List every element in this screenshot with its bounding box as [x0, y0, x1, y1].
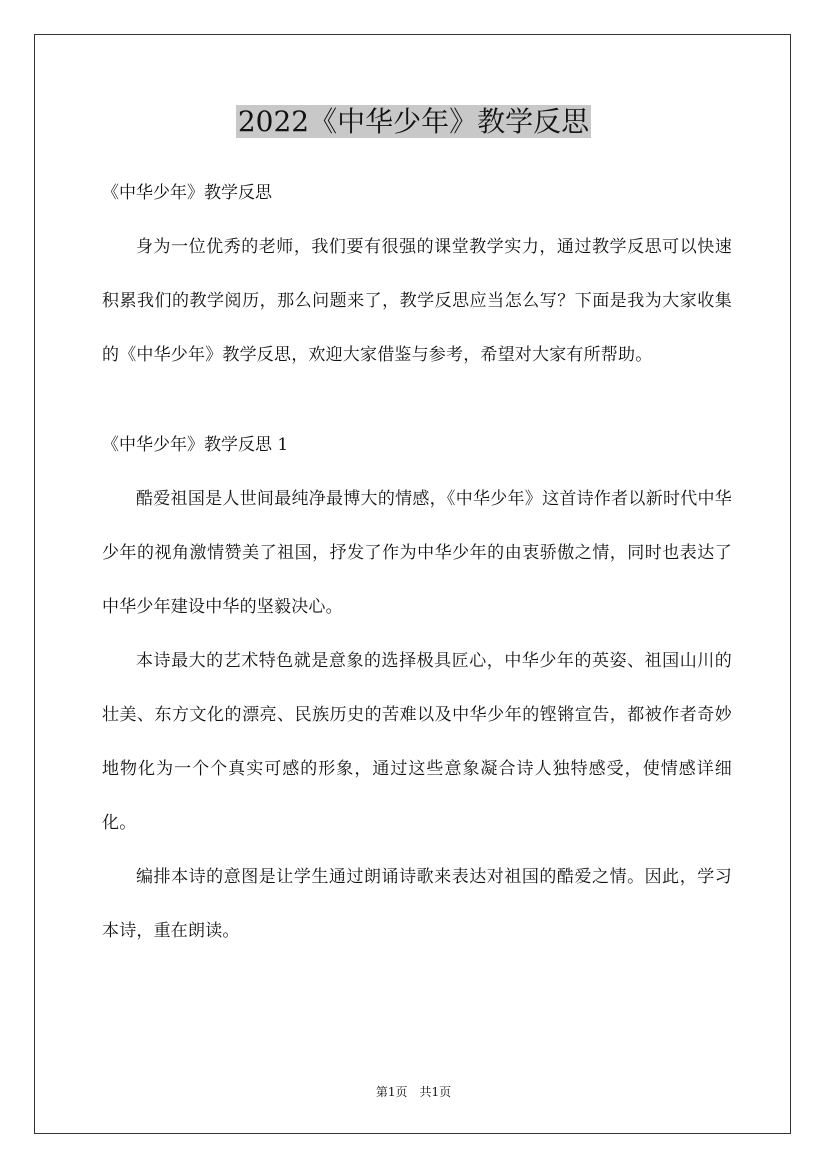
- section-block: [102, 472, 732, 958]
- section-spacer: [102, 382, 732, 428]
- section-paragraph-3: 编排本诗的意图是让学生通过朗诵诗歌来表达对祖国的酷爱之情。因此，学习本诗，重在朗读。: [102, 867, 732, 941]
- section-paragraph-1: 酷爱祖国是人世间最纯净最博大的情感，《中华少年》这首诗作者以新时代中华少年的视角激情赞美了祖国，抒发了作为中华少年的由衷骄傲之情，同时也表达了中华少年建设中华的坚毅决心。: [102, 489, 732, 617]
- document-title: [0, 100, 827, 144]
- intro-heading: 《中华少年》教学反思: [102, 183, 272, 203]
- section-paragraph-2: 本诗最大的艺术特色就是意象的选择极具匠心，中华少年的英姿、祖国山川的壮美、东方文化的漂亮、民族历史的苦难以及中华少年的铿锵宣告，都被作者奇妙地物化为一个个真实可感的形象，通过这些意象凝合诗人独特感受，使情感详细化。: [102, 651, 732, 833]
- page-footer: 第1页 共1页: [375, 1085, 452, 1099]
- intro-block: [102, 220, 732, 382]
- document-title-text: 2022《中华少年》教学反思: [237, 105, 590, 138]
- document-body: [102, 176, 732, 958]
- intro-paragraph: 身为一位优秀的老师，我们要有很强的课堂教学实力，通过教学反思可以快速积累我们的教学阅历，那么问题来了，教学反思应当怎么写？下面是我为大家收集的《中华少年》教学反思，欢迎大家借鉴与参考，希望对大家有所帮助。: [102, 237, 732, 365]
- section-heading: 《中华少年》教学反思 1: [102, 435, 289, 455]
